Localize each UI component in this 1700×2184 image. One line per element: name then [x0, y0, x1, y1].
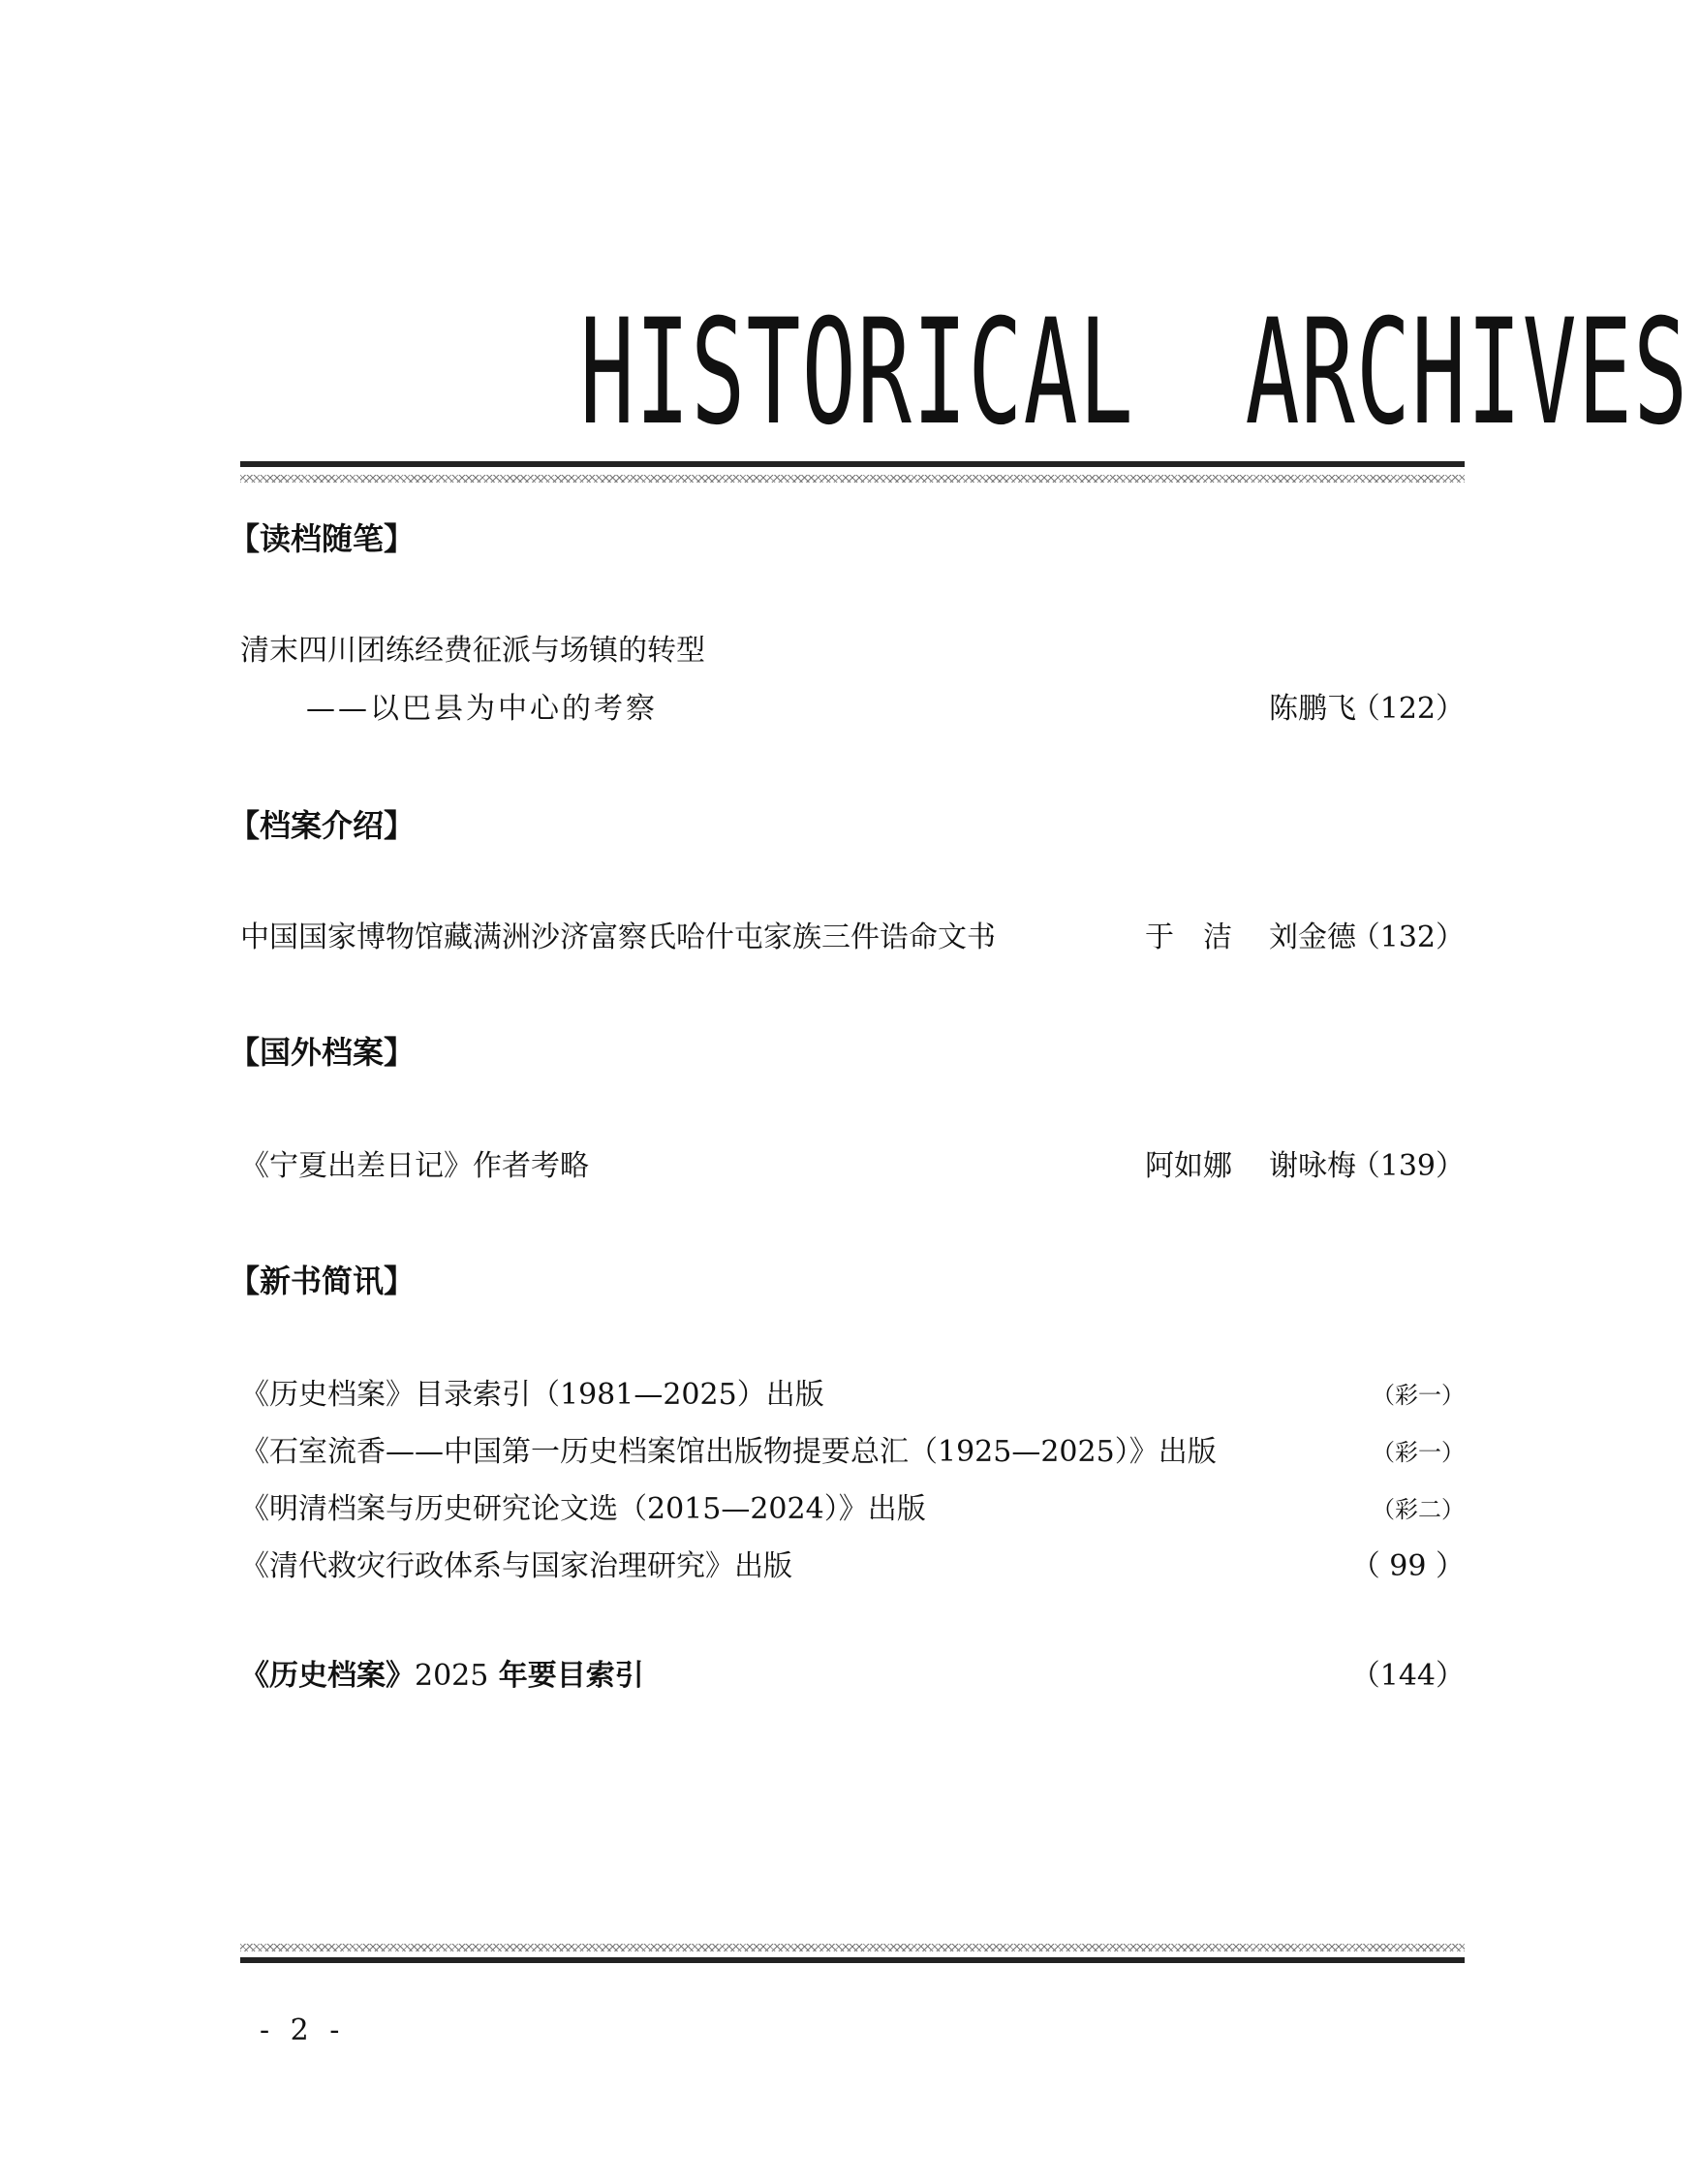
entry-title	[240, 1657, 644, 1696]
toc-entry[interactable]	[240, 1547, 1465, 1586]
entry-title: 《明清档案与历史研究论文选（2015—2024）》出版	[240, 1492, 926, 1526]
footer-rule	[240, 1957, 1465, 1963]
section-heading-foreign-archives: 【国外档案】	[229, 1034, 416, 1071]
entry-author: 刘金德	[1269, 920, 1356, 954]
page-number: - 2 -	[260, 2013, 346, 2047]
entry-page: （ 99 ）	[1350, 1549, 1465, 1583]
toc-entry[interactable]	[240, 1376, 1465, 1415]
toc-entry[interactable]	[240, 632, 1465, 671]
entry-page: （彩一）	[1372, 1439, 1465, 1466]
entry-author: 阿如娜	[1145, 1149, 1232, 1183]
section-heading-reading-notes: 【读档随笔】	[229, 520, 416, 557]
entry-title: 清末四川团练经费征派与场镇的转型	[240, 634, 705, 668]
index-title-part: 《历史档案》	[240, 1659, 415, 1693]
toc-entry[interactable]	[240, 919, 1465, 957]
entry-subtitle: ——以巴县为中心的考察	[306, 692, 658, 726]
header-rule	[240, 461, 1465, 467]
index-title-part: 年要目索引	[488, 1659, 644, 1693]
entry-page: （144）	[1350, 1659, 1465, 1693]
section-heading-new-books: 【新书简讯】	[229, 1263, 416, 1299]
entry-page: （彩二）	[1372, 1496, 1465, 1523]
footer-ornament-rule	[240, 1944, 1465, 1951]
entry-page: （139）	[1350, 1149, 1465, 1183]
masthead-title: HISTORICAL ARCHIVES	[579, 289, 1689, 457]
entry-title: 《宁夏出差日记》作者考略	[240, 1149, 589, 1183]
entry-page: （122）	[1350, 692, 1465, 726]
entry-author: 于 洁	[1145, 920, 1232, 954]
entry-title: 《历史档案》目录索引（1981—2025）出版	[240, 1378, 824, 1412]
entry-author: 陈鹏飞	[1269, 692, 1356, 726]
toc-entry[interactable]	[240, 1147, 1465, 1186]
toc-entry-annual-index[interactable]	[240, 1657, 1465, 1696]
index-year: 2025	[415, 1659, 489, 1693]
toc-entry[interactable]	[240, 1490, 1465, 1529]
toc-entry-subtitle-line	[240, 690, 1465, 729]
entry-page: （彩一）	[1372, 1382, 1465, 1409]
header-ornament-rule	[240, 475, 1465, 483]
entry-title: 中国国家博物馆藏满洲沙济富察氏哈什屯家族三件诰命文书	[240, 920, 996, 954]
toc-entry[interactable]	[240, 1433, 1465, 1472]
entry-title: 《清代救灾行政体系与国家治理研究》出版	[240, 1549, 792, 1583]
entry-title: 《石室流香——中国第一历史档案馆出版物提要总汇（1925—2025）》出版	[240, 1435, 1217, 1469]
entry-author: 谢咏梅	[1269, 1149, 1356, 1183]
section-heading-archive-intro: 【档案介绍】	[229, 807, 416, 844]
entry-page: （132）	[1350, 920, 1465, 954]
masthead	[240, 289, 1689, 457]
